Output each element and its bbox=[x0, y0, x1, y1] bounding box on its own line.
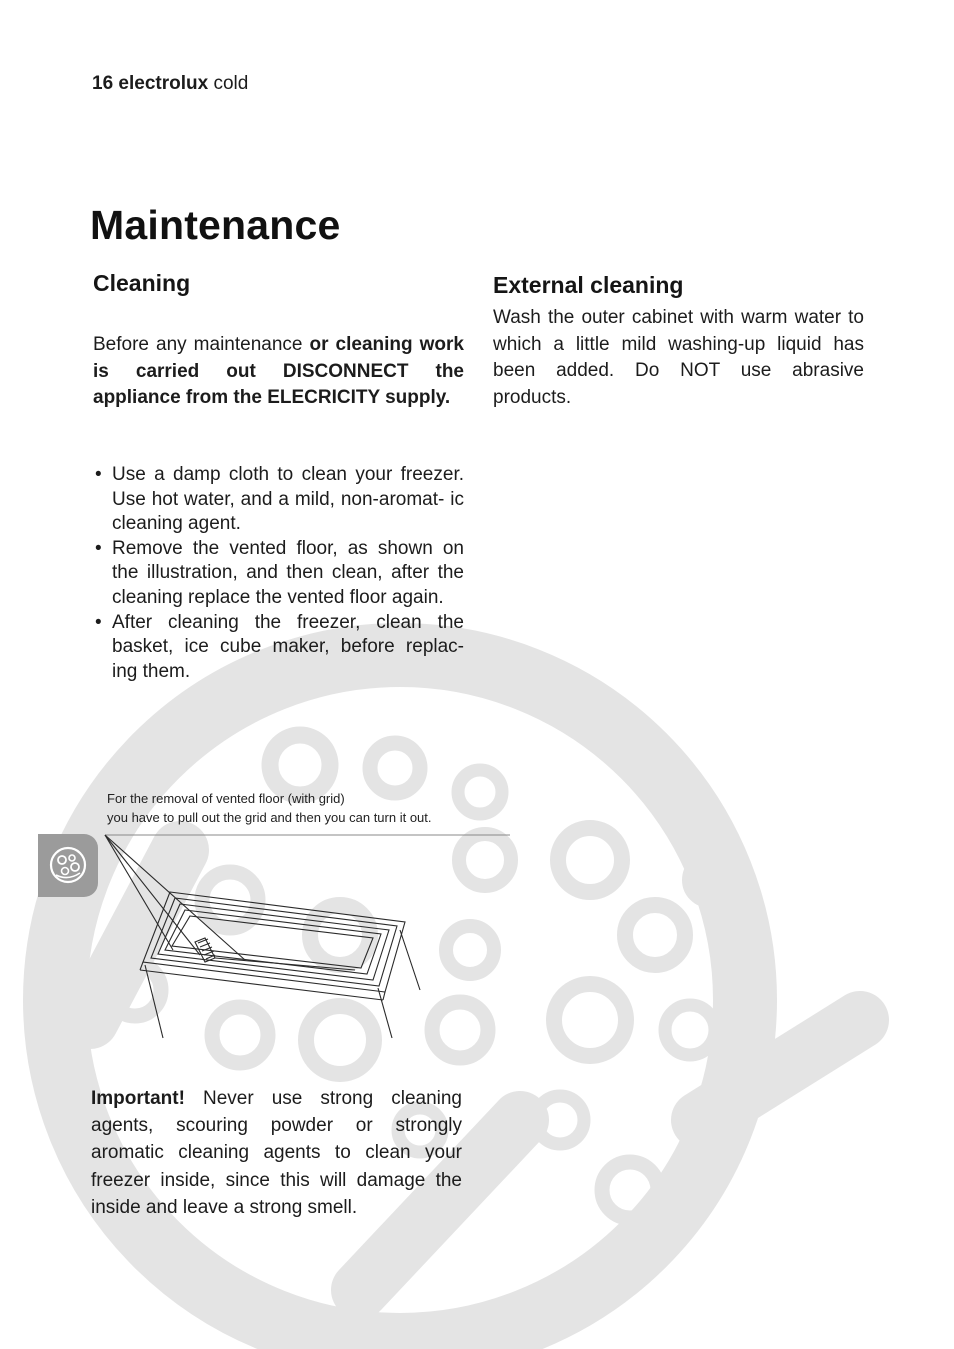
page-header bbox=[92, 73, 248, 95]
list-item bbox=[93, 611, 464, 685]
brand-name: electrolux bbox=[118, 73, 209, 94]
important-text: Never use strong cleaning agents, scouring powder or strongly aromatic cleaning agents to clean your freezer inside, since this will damage the inside and leave a strong smell. bbox=[91, 1088, 462, 1218]
cleaning-chapter-icon bbox=[48, 845, 88, 885]
cleaning-heading: Cleaning bbox=[93, 270, 191, 296]
vented-floor-illustration bbox=[95, 830, 525, 1045]
list-item bbox=[93, 537, 464, 611]
external-cleaning-heading: External cleaning bbox=[493, 272, 684, 298]
list-item-text: After cleaning the freezer, clean the basket, ice cube maker, before replac- ing them. bbox=[112, 611, 464, 682]
bullet-glyph: • bbox=[95, 464, 102, 485]
caption-line-2: you have to pull out the grid and then you can turn it out. bbox=[107, 809, 432, 825]
important-note bbox=[91, 1085, 462, 1221]
caption-line-1: For the removal of vented floor (with grid) bbox=[107, 791, 345, 806]
important-label: Important! bbox=[91, 1088, 185, 1109]
cleaning-steps-list bbox=[93, 463, 464, 684]
page-number: 16 bbox=[92, 73, 114, 94]
disconnect-warning bbox=[93, 332, 464, 412]
list-item-text: Remove the vented floor, as shown on the illustration, and then clean, after the cleaning replace the vented floor again. bbox=[112, 537, 464, 608]
list-item bbox=[93, 463, 464, 537]
external-cleaning-text: Wash the outer cabinet with warm water to which a little mild washing-up liquid has been added. Do NOT use abrasive products. bbox=[493, 307, 864, 408]
bullet-glyph: • bbox=[95, 611, 102, 633]
bullet-glyph: • bbox=[95, 537, 102, 559]
page-title: Maintenance bbox=[90, 202, 341, 248]
chapter-tab bbox=[38, 834, 98, 897]
warning-bold-text: or cleaning work is carried out DISCONNECT the appliance from the ELECRICITY supply. bbox=[93, 334, 465, 408]
warning-plain-text: Before any maintenance bbox=[93, 334, 310, 355]
list-item-text: Use a damp cloth to clean your freezer. Use hot water, and a mild, non-aromat- ic cleaning agent. bbox=[112, 464, 464, 535]
illustration-caption bbox=[107, 790, 432, 827]
section-name: cold bbox=[213, 73, 249, 94]
